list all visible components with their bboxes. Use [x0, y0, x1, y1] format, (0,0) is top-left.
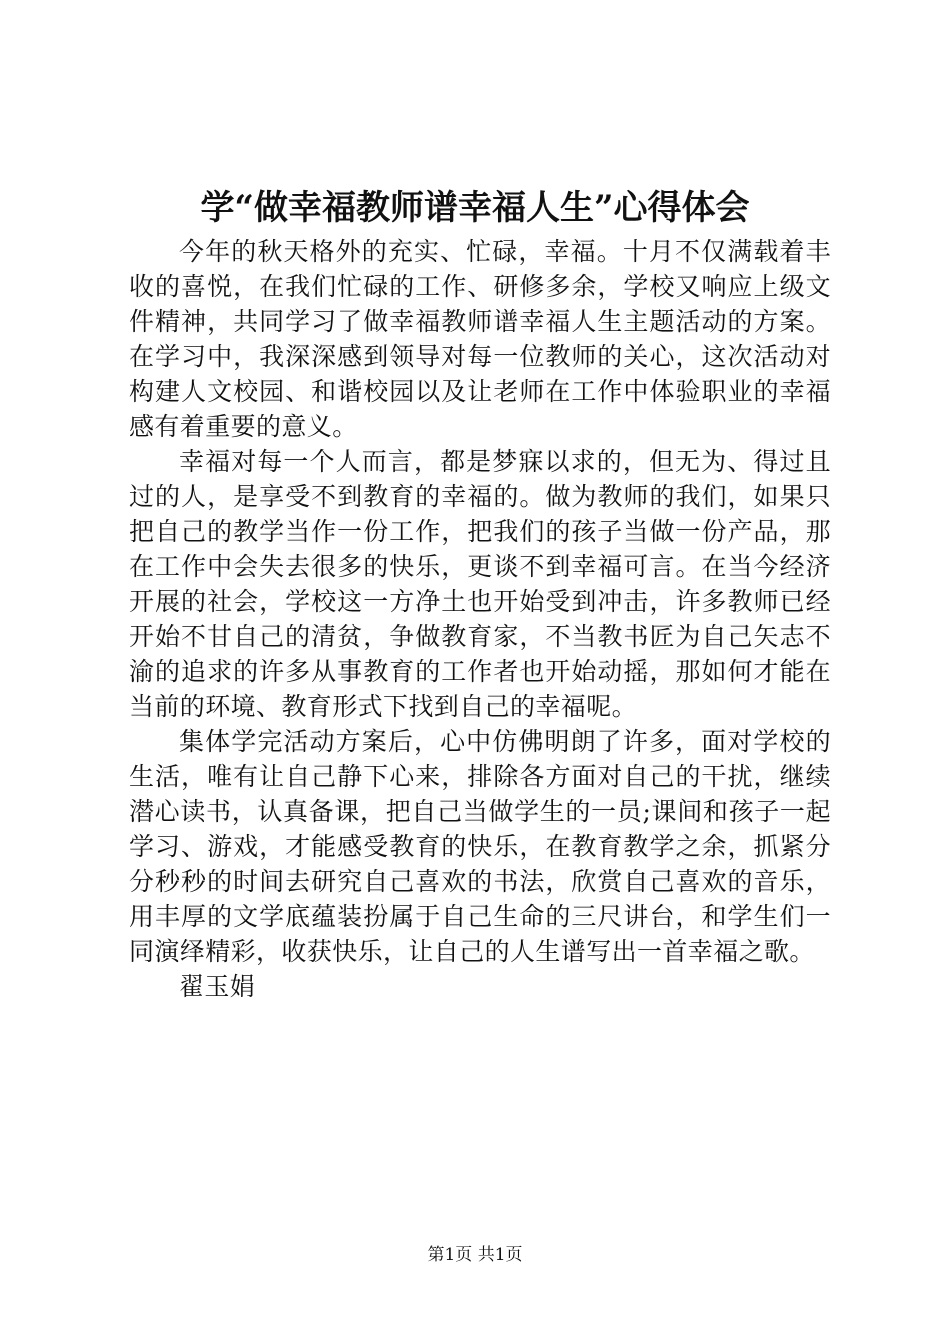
document-title: 学“做幸福教师谱幸福人生”心得体会: [200, 188, 750, 228]
document-body: [129, 234, 831, 1004]
paragraph-1: 今年的秋天格外的充实、忙碌，幸福。十月不仅满载着丰收的喜悦，在我们忙碌的工作、研修多余，学校又响应上级文件精神，共同学习了做幸福教师谱幸福人生主题活动的方案。在学习中，我深深感到领导对每一位教师的关心，这次活动对构建人文校园、和谐校园以及让老师在工作中体验职业的幸福感有着重要的意义。: [129, 237, 831, 441]
page-footer: 第1页 共1页: [427, 1245, 523, 1265]
paragraph-3: 集体学完活动方案后，心中仿佛明朗了许多，面对学校的生活，唯有让自己静下心来，排除各方面对自己的干扰，继续潜心读书，认真备课，把自己当做学生的一员;课间和孩子一起学习、游戏，才能感受教育的快乐，在教育教学之余，抓紧分分秒秒的时间去研究自己喜欢的书法，欣赏自己喜欢的音乐，用丰厚的文学底蕴装扮属于自己生命的三尺讲台，和学生们一同演绎精彩，收获快乐，让自己的人生谱写出一首幸福之歌。: [129, 727, 831, 966]
author-signature: 翟玉娟: [179, 972, 256, 1001]
paragraph-2: 幸福对每一个人而言，都是梦寐以求的，但无为、得过且过的人，是享受不到教育的幸福的。做为教师的我们，如果只把自己的教学当作一份工作，把我们的孩子当做一份产品，那在工作中会失去很多的快乐，更谈不到幸福可言。在当今经济开展的社会，学校这一方净土也开始受到冲击，许多教师已经开始不甘自己的清贫，争做教育家，不当教书匠为自己矢志不渝的追求的许多从事教育的工作者也开始动摇，那如何才能在当前的环境、教育形式下找到自己的幸福呢。: [129, 447, 831, 721]
